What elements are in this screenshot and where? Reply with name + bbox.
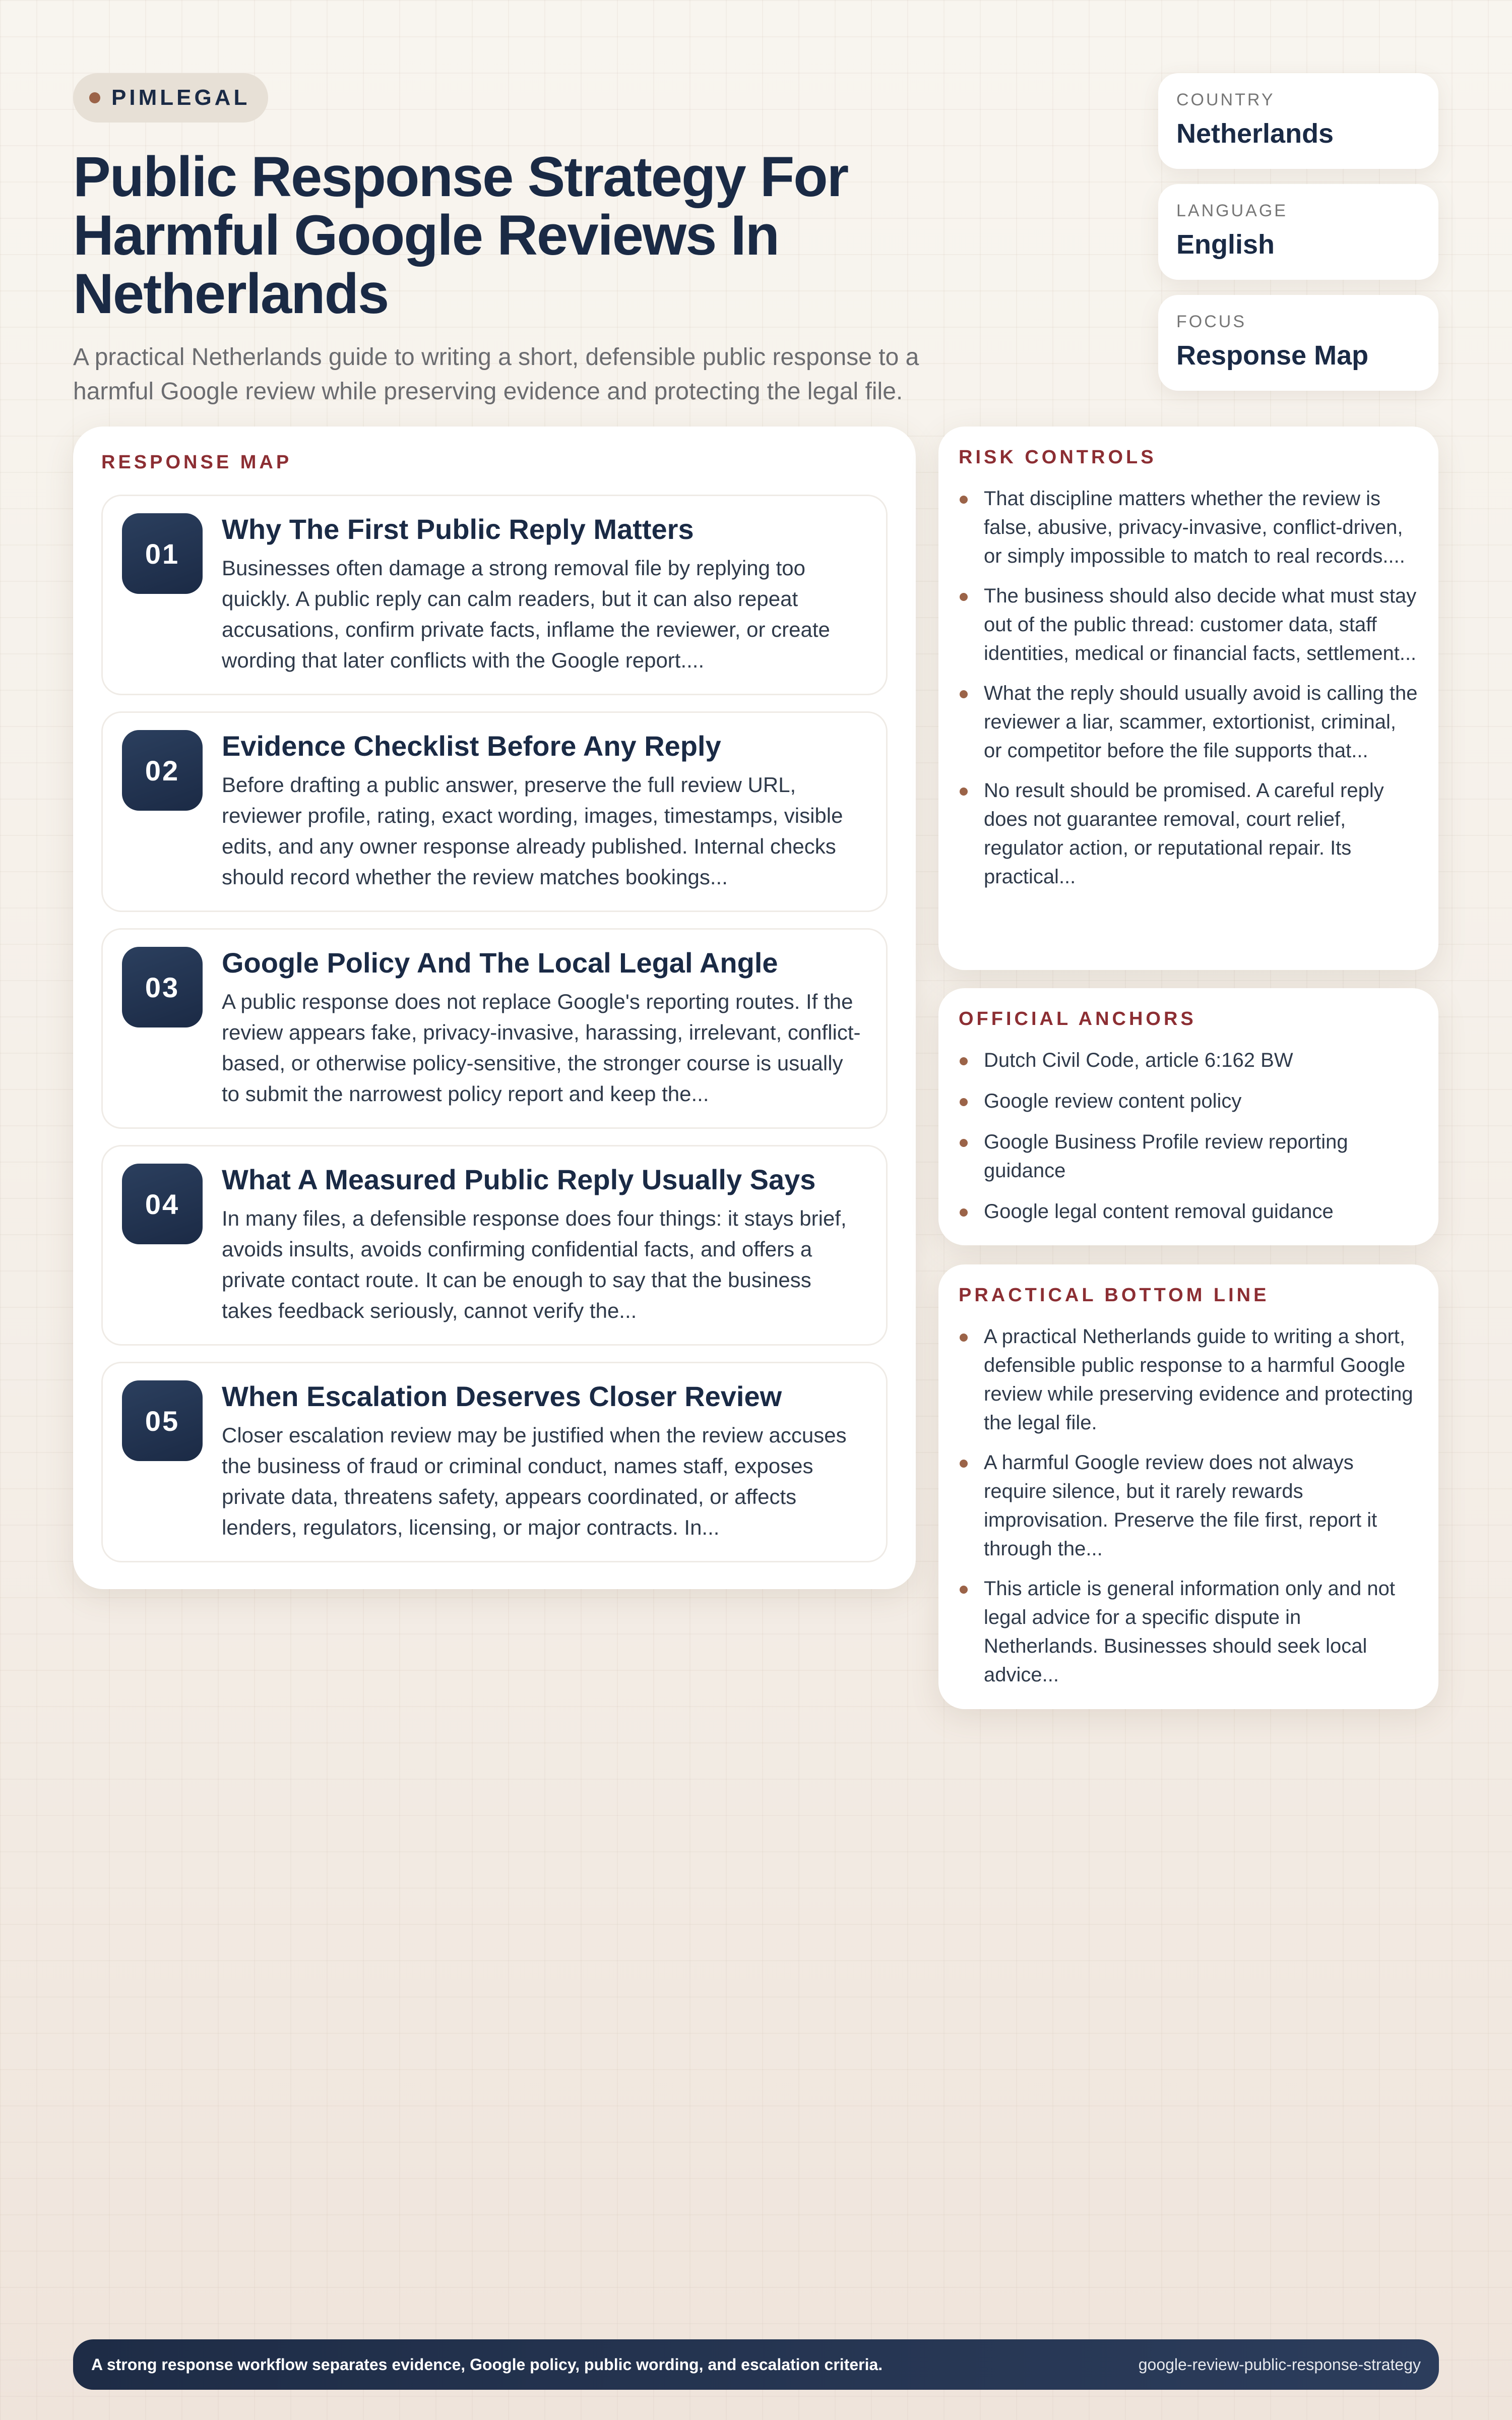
footer-bar bbox=[73, 2339, 1439, 2390]
list-item bbox=[959, 485, 1418, 571]
step-title: Google Policy And The Local Legal Angle bbox=[222, 947, 778, 979]
page-subtitle: A practical Netherlands guide to writing a short, defensible public response to a harmful Google review while preserving evidence and protecting the legal file. bbox=[73, 344, 919, 405]
meta-label: COUNTRY bbox=[1176, 90, 1275, 109]
step-number: 02 bbox=[122, 730, 203, 811]
bullet-dot-icon bbox=[960, 1460, 968, 1468]
meta-label: FOCUS bbox=[1176, 312, 1246, 331]
page-header bbox=[73, 73, 1031, 409]
meta-card-language bbox=[1158, 184, 1438, 280]
list-item bbox=[959, 679, 1418, 765]
list-item bbox=[959, 1197, 1418, 1226]
step-body: Closer escalation review may be justified when the review accuses the business of fraud or criminal conduct, names staff, exposes private data, threatens safety, appears coordinated, or affects lenders, regulators, licensing, or major contracts. In... bbox=[222, 1423, 847, 1539]
step-title: What A Measured Public Reply Usually Says bbox=[222, 1164, 816, 1195]
list-item-text: Google review content policy bbox=[984, 1090, 1242, 1112]
meta-value: Response Map bbox=[1176, 340, 1369, 371]
list-item-text: This article is general information only and not legal advice for a specific dispute in Netherlands. Businesses should seek local advice... bbox=[984, 1578, 1395, 1686]
step-number: 04 bbox=[122, 1164, 203, 1244]
step-card bbox=[101, 1362, 888, 1562]
step-card bbox=[101, 495, 888, 695]
list-item-text: Dutch Civil Code, article 6:162 BW bbox=[984, 1049, 1293, 1071]
list-item-text: The business should also decide what must stay out of the public thread: customer data, staff identities, medical or financial facts, settlement... bbox=[984, 585, 1417, 664]
list-item-text: No result should be promised. A careful reply does not guarantee removal, court relief, regulator action, or reputational repair. Its practical... bbox=[984, 779, 1384, 888]
bullet-dot-icon bbox=[960, 496, 968, 504]
step-number: 01 bbox=[122, 513, 203, 594]
section-label: RISK CONTROLS bbox=[959, 447, 1157, 468]
list-item-text: What the reply should usually avoid is calling the reviewer a liar, scammer, extortionist, criminal, or competitor before the file supports that... bbox=[984, 682, 1418, 762]
bullet-dot-icon bbox=[960, 690, 968, 698]
meta-label: LANGUAGE bbox=[1176, 201, 1288, 220]
step-title: When Escalation Deserves Closer Review bbox=[222, 1380, 782, 1412]
step-body: In many files, a defensible response does four things: it stays brief, avoids insults, avoids confirming confidential facts, and offers a private contact route. It can be enough to say that the business takes feedback seriously, cannot verify the... bbox=[222, 1206, 847, 1322]
bullet-dot-icon bbox=[960, 1586, 968, 1594]
step-list bbox=[101, 495, 888, 1562]
step-number: 03 bbox=[122, 947, 203, 1027]
list-item bbox=[959, 1087, 1418, 1116]
response-map-card bbox=[73, 427, 916, 1589]
brand-name: PIMLEGAL bbox=[111, 85, 250, 110]
list-item bbox=[959, 1322, 1418, 1437]
list-item bbox=[959, 1575, 1418, 1689]
step-card bbox=[101, 928, 888, 1129]
official-anchors-list bbox=[959, 1046, 1418, 1226]
step-body: Before drafting a public answer, preserve the full review URL, reviewer profile, rating, exact wording, images, timestamps, visible edits, and any owner response already published. Internal checks should record whether the review matches bookings... bbox=[222, 773, 843, 889]
risk-controls-card bbox=[938, 427, 1438, 970]
meta-cards bbox=[1158, 73, 1438, 406]
step-body: A public response does not replace Google's reporting routes. If the review appears fake, privacy-invasive, harassing, irrelevant, conflict-based, or otherwise policy-sensitive, the stronger course is usually to submit the narrowest policy report and keep the... bbox=[222, 990, 861, 1106]
list-item-text: A harmful Google review does not always require silence, but it rarely rewards improvisation. Preserve the file first, report it through the... bbox=[984, 1451, 1377, 1560]
practical-bottom-line-card bbox=[938, 1264, 1438, 1709]
step-title: Evidence Checklist Before Any Reply bbox=[222, 730, 721, 762]
list-item-text: A practical Netherlands guide to writing a short, defensible public response to a harmful Google review while preserving evidence and protecting the legal file. bbox=[984, 1325, 1413, 1434]
step-card bbox=[101, 711, 888, 912]
bullet-dot-icon bbox=[960, 1208, 968, 1217]
step-number: 05 bbox=[122, 1380, 203, 1461]
list-item-text: Google legal content removal guidance bbox=[984, 1200, 1334, 1223]
brand-badge bbox=[73, 73, 268, 123]
section-label: PRACTICAL BOTTOM LINE bbox=[959, 1285, 1270, 1306]
meta-card-country bbox=[1158, 73, 1438, 169]
bullet-dot-icon bbox=[960, 788, 968, 796]
list-item bbox=[959, 776, 1418, 891]
official-anchors-card bbox=[938, 988, 1438, 1245]
list-item bbox=[959, 1448, 1418, 1563]
footer-text: A strong response workflow separates evidence, Google policy, public wording, and escalation criteria. bbox=[91, 2355, 883, 2374]
footer-slug: google-review-public-response-strategy bbox=[1138, 2355, 1421, 2374]
bullet-dot-icon bbox=[960, 1057, 968, 1065]
page-title: Public Response Strategy For Harmful Google Reviews In Netherlands bbox=[73, 145, 848, 325]
list-item-text: Google Business Profile review reporting guidance bbox=[984, 1131, 1348, 1182]
list-item bbox=[959, 1128, 1418, 1185]
risk-controls-list bbox=[959, 485, 1418, 891]
bullet-dot-icon bbox=[960, 1098, 968, 1106]
section-label: RESPONSE MAP bbox=[101, 452, 292, 473]
list-item-text: That discipline matters whether the review is false, abusive, privacy-invasive, conflict-driven, or simply impossible to match to real records.... bbox=[984, 488, 1405, 567]
bullet-dot-icon bbox=[960, 1139, 968, 1147]
step-card bbox=[101, 1145, 888, 1346]
meta-value: English bbox=[1176, 229, 1275, 260]
section-label: OFFICIAL ANCHORS bbox=[959, 1008, 1196, 1030]
step-title: Why The First Public Reply Matters bbox=[222, 513, 694, 545]
list-item bbox=[959, 582, 1418, 668]
bottom-line-list bbox=[959, 1322, 1418, 1689]
meta-value: Netherlands bbox=[1176, 118, 1334, 149]
list-item bbox=[959, 1046, 1418, 1075]
step-body: Businesses often damage a strong removal file by replying too quickly. A public reply can calm readers, but it can also repeat accusations, confirm private facts, inflame the reviewer, or create wording that later conflicts with the Google report.... bbox=[222, 556, 830, 672]
bullet-dot-icon bbox=[960, 593, 968, 601]
meta-card-focus bbox=[1158, 295, 1438, 391]
bullet-dot-icon bbox=[960, 1334, 968, 1342]
brand-dot-icon bbox=[89, 92, 100, 103]
